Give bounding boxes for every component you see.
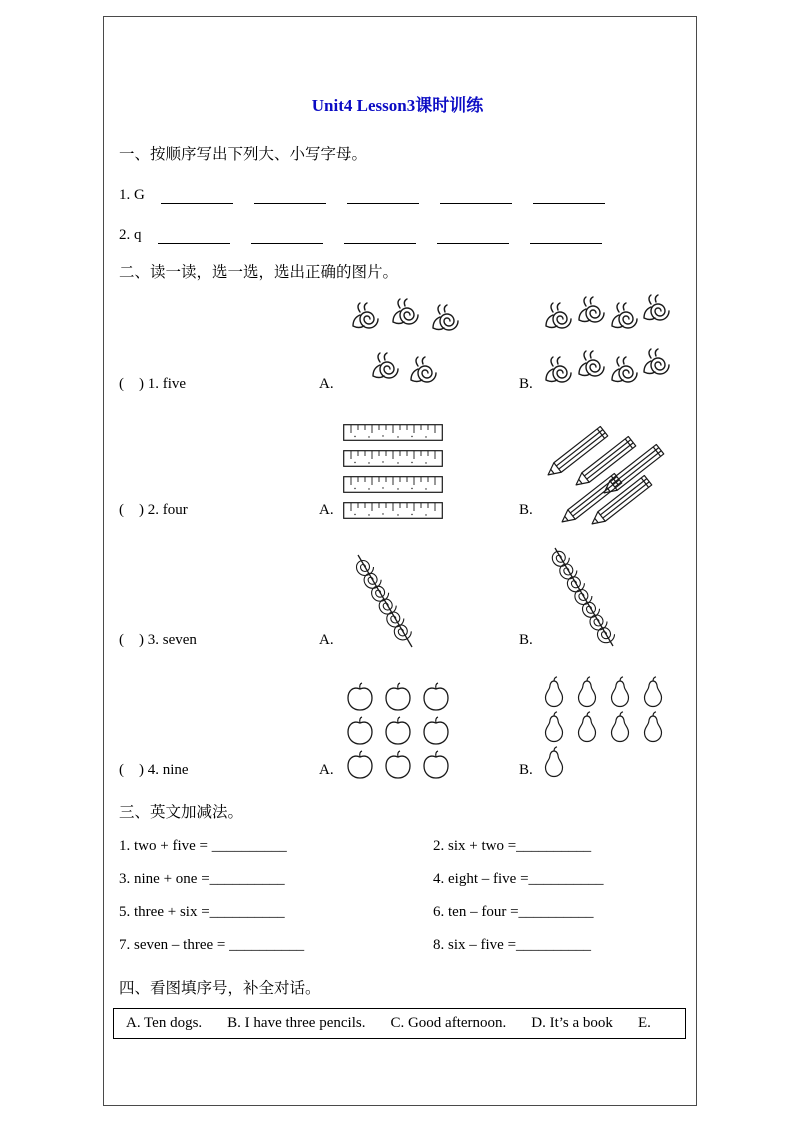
write-blank — [254, 187, 326, 204]
dialogue-options-box — [113, 1008, 686, 1039]
dialogue-option-c: C. Good afternoon. — [390, 1015, 507, 1031]
nine-apples-image — [342, 680, 454, 780]
question-3-option-a — [319, 552, 519, 650]
question-2-row — [119, 420, 676, 520]
write-blank — [251, 227, 323, 244]
question-1-label: ( ) 1. five — [119, 376, 187, 392]
section1-heading: 一、按顺序写出下列大、小写字母。 — [119, 146, 368, 163]
write-blank — [440, 187, 512, 204]
option-b-letter: B. — [519, 632, 533, 648]
nine-pears-image — [541, 676, 671, 780]
question-2-option-a — [319, 424, 519, 520]
math-problem-8: 8. six – five =__________ — [433, 937, 592, 953]
six-candied-haws-skewer-image — [342, 552, 428, 650]
write-blank — [533, 187, 605, 204]
question-3-row — [119, 546, 676, 650]
math-problem-7: 7. seven – three = __________ — [119, 937, 305, 953]
letter-line-2-label: 2. q — [119, 227, 142, 243]
write-blank — [344, 227, 416, 244]
write-blank — [437, 227, 509, 244]
letter-line-2 — [119, 226, 676, 244]
page-border — [103, 16, 697, 1106]
option-a-letter: A. — [319, 762, 334, 778]
seven-candied-haws-skewer-image — [541, 546, 627, 650]
write-blank — [161, 187, 233, 204]
section4-heading: 四、看图填序号，补全对话。 — [119, 980, 321, 997]
question-2-label: ( ) 2. four — [119, 502, 188, 518]
question-1-option-a — [319, 298, 519, 394]
question-4-option-a — [319, 680, 519, 780]
section2-heading: 二、读一读，选一选，选出正确的图片。 — [119, 264, 399, 281]
letter-line-1 — [119, 186, 676, 204]
option-b-letter: B. — [519, 762, 533, 778]
math-problem-6: 6. ten – four =__________ — [433, 904, 594, 920]
section3-heading: 三、英文加减法。 — [119, 804, 244, 821]
option-a-letter: A. — [319, 632, 334, 648]
question-4-row — [119, 676, 676, 780]
write-blank — [158, 227, 230, 244]
option-a-letter: A. — [319, 502, 334, 518]
write-blank — [347, 187, 419, 204]
four-rulers-image — [342, 424, 444, 520]
question-4-option-b — [519, 676, 676, 780]
five-snails-image — [342, 298, 468, 394]
question-3-label: ( ) 3. seven — [119, 632, 197, 648]
option-b-letter: B. — [519, 502, 533, 518]
dialogue-option-b: B. I have three pencils. — [227, 1015, 366, 1031]
dialogue-option-d: D. It’s a book — [531, 1015, 613, 1031]
question-4-label: ( ) 4. nine — [119, 762, 189, 778]
option-b-letter: B. — [519, 376, 533, 392]
question-1-option-b — [519, 294, 676, 394]
eight-snails-image — [541, 294, 673, 394]
math-problem-5: 5. three + six =__________ — [119, 904, 285, 920]
question-1-row — [119, 294, 676, 394]
dialogue-option-e: E. — [637, 1015, 651, 1031]
question-3-option-b — [519, 546, 676, 650]
five-pencils-image — [541, 420, 663, 520]
math-problem-3: 3. nine + one =__________ — [119, 871, 285, 887]
math-problem-2: 2. six + two =__________ — [433, 838, 592, 854]
dialogue-option-a: A. Ten dogs. — [126, 1015, 203, 1031]
math-problem-1: 1. two + five = __________ — [119, 838, 287, 854]
page-title: Unit4 Lesson3课时训练 — [311, 96, 484, 115]
option-a-letter: A. — [319, 376, 334, 392]
math-problem-4: 4. eight – five =__________ — [433, 871, 604, 887]
letter-line-1-label: 1. G — [119, 187, 145, 203]
question-2-option-b — [519, 420, 676, 520]
math-problems-grid — [119, 836, 676, 956]
write-blank — [530, 227, 602, 244]
